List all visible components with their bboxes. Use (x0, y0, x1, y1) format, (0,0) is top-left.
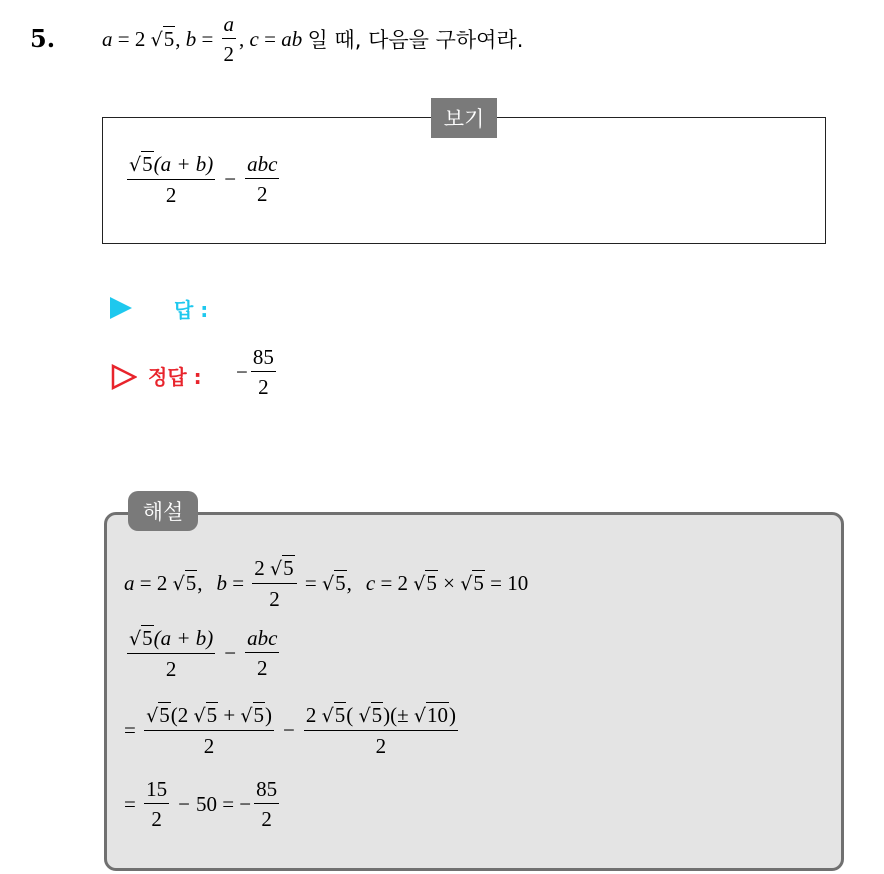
explanation-line-3: = $\frac{√5(2 √5 + √5)}{2}$ − $\frac{2 √5( √5)(\pm √10)}{2}$ (124, 703, 456, 758)
correct-arrow-icon (111, 364, 137, 390)
question-instruction: 일 때, 다음을 구하여라. (307, 28, 524, 53)
explanation-line-2: $\frac{√5(a + b)}{2}$ − $\frac{\text{abc}}{2}$ (129, 626, 278, 681)
explanation-line-1: a = 2 √5 , b = $\frac{2 √5}{2}$ = √5 , c = 2 √5 × √5 = 10 (124, 556, 529, 611)
fraction-b: $\frac{a}{2}$ (223, 12, 235, 67)
question-number: 5. (30, 24, 56, 53)
bogi-expression: $\frac{√5(a + b)}{2}$ − $\frac{\text{abc}}{2}$ (129, 152, 278, 207)
bogi-label: 보기 (431, 98, 497, 138)
correct-answer-value: − $\frac{85}{2}$ (236, 345, 274, 400)
sqrt-a: √5 (150, 26, 175, 51)
explanation-line-4: = $\frac{15}{2}$ − 50 = − $\frac{85}{2}$ (124, 777, 278, 832)
explanation-label: 해설 (128, 491, 198, 531)
answer-label: 답 : (174, 298, 209, 322)
answer-arrow-icon (110, 297, 132, 319)
correct-answer-label: 정답 : (148, 365, 202, 389)
question-statement: a = 2 √5 , b = $\frac{a}{2}$ , c = ab 일 때, 다음을 구하여라. (102, 12, 524, 67)
